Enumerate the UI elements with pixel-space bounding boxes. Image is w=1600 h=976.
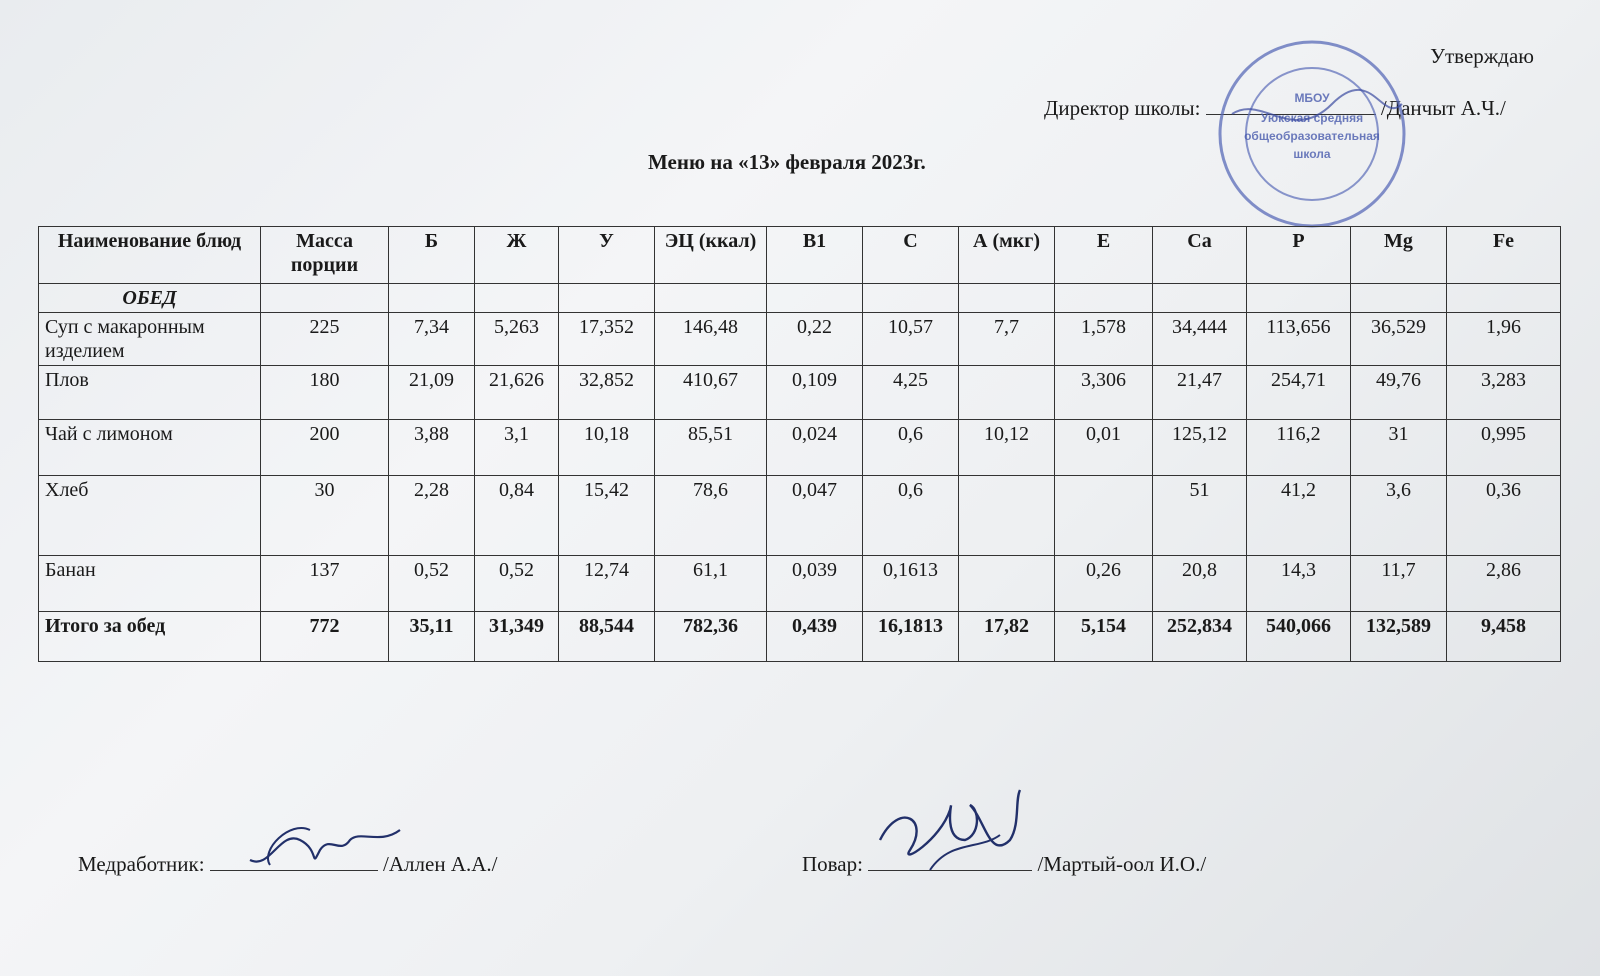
value-cell [959,476,1055,556]
col-header: Fe [1447,227,1561,284]
total-value: 132,589 [1351,612,1447,662]
dish-name-cell: Чай с лимоном [39,420,261,476]
value-cell: 113,656 [1247,313,1351,366]
table-row [39,366,1561,420]
value-cell: 3,1 [475,420,559,476]
value-cell: 254,71 [1247,366,1351,420]
value-cell: 0,26 [1055,556,1153,612]
value-cell: 30 [261,476,389,556]
value-cell: 78,6 [655,476,767,556]
value-cell: 2,28 [389,476,475,556]
medic-name: /Аллен А.А./ [383,852,498,876]
table-header-row [39,227,1561,284]
cook-name: /Мартый-оол И.О./ [1037,852,1207,876]
dish-name-cell: Хлеб [39,476,261,556]
value-cell: 20,8 [1153,556,1247,612]
table-row [39,420,1561,476]
value-cell: 0,1613 [863,556,959,612]
value-cell: 116,2 [1247,420,1351,476]
total-value: 772 [261,612,389,662]
col-header: Наименование блюд [39,227,261,284]
value-cell: 410,67 [655,366,767,420]
value-cell: 146,48 [655,313,767,366]
total-value: 0,439 [767,612,863,662]
value-cell: 225 [261,313,389,366]
value-cell: 31 [1351,420,1447,476]
value-cell: 49,76 [1351,366,1447,420]
col-header: Масса порции [261,227,389,284]
total-value: 782,36 [655,612,767,662]
value-cell: 21,09 [389,366,475,420]
total-value: 252,834 [1153,612,1247,662]
medic-label: Медработник: [78,852,205,876]
value-cell: 0,22 [767,313,863,366]
menu-table [38,226,1561,662]
value-cell: 21,47 [1153,366,1247,420]
value-cell [959,366,1055,420]
total-value: 35,11 [389,612,475,662]
value-cell: 17,352 [559,313,655,366]
value-cell [1055,476,1153,556]
value-cell: 0,6 [863,420,959,476]
value-cell: 137 [261,556,389,612]
col-header: P [1247,227,1351,284]
value-cell: 0,6 [863,476,959,556]
medic-signature [240,810,410,880]
value-cell: 7,7 [959,313,1055,366]
cook-signature [870,780,1040,880]
approve-label: Утверждаю [1430,44,1534,68]
cook-label: Повар: [802,852,863,876]
value-cell: 0,36 [1447,476,1561,556]
svg-text:МБОУ: МБОУ [1294,91,1330,105]
value-cell: 51 [1153,476,1247,556]
total-value: 16,1813 [863,612,959,662]
value-cell: 0,024 [767,420,863,476]
value-cell: 0,01 [1055,420,1153,476]
col-header: ЭЦ (ккал) [655,227,767,284]
value-cell: 15,42 [559,476,655,556]
school-stamp [1212,34,1412,234]
value-cell: 0,995 [1447,420,1561,476]
svg-text:общеобразовательная: общеобразовательная [1244,129,1380,143]
value-cell: 0,039 [767,556,863,612]
value-cell: 21,626 [475,366,559,420]
dish-name-cell: Банан [39,556,261,612]
col-header: В1 [767,227,863,284]
director-name: /Данчыт А.Ч./ [1380,96,1506,120]
value-cell: 4,25 [863,366,959,420]
value-cell: 10,12 [959,420,1055,476]
value-cell: 3,88 [389,420,475,476]
value-cell: 85,51 [655,420,767,476]
value-cell: 0,109 [767,366,863,420]
value-cell: 61,1 [655,556,767,612]
table-row [39,476,1561,556]
total-value: 31,349 [475,612,559,662]
value-cell: 3,6 [1351,476,1447,556]
total-label: Итого за обед [39,612,261,662]
dish-name-cell: Суп с макаронным изделием [39,313,261,366]
col-header: Ж [475,227,559,284]
total-value: 5,154 [1055,612,1153,662]
value-cell: 14,3 [1247,556,1351,612]
value-cell: 180 [261,366,389,420]
director-label: Директор школы: [1044,96,1201,120]
col-header: Б [389,227,475,284]
value-cell: 10,18 [559,420,655,476]
value-cell: 1,96 [1447,313,1561,366]
value-cell: 41,2 [1247,476,1351,556]
col-header: С [863,227,959,284]
col-header: Mg [1351,227,1447,284]
value-cell: 32,852 [559,366,655,420]
svg-text:школа: школа [1293,147,1331,161]
value-cell: 12,74 [559,556,655,612]
value-cell: 7,34 [389,313,475,366]
value-cell: 10,57 [863,313,959,366]
value-cell: 0,047 [767,476,863,556]
col-header: У [559,227,655,284]
value-cell: 2,86 [1447,556,1561,612]
svg-text:Уюкская средняя: Уюкская средняя [1260,111,1364,125]
total-value: 9,458 [1447,612,1561,662]
col-header: А (мкг) [959,227,1055,284]
value-cell: 0,52 [389,556,475,612]
page-title: Меню на «13» февраля 2023г. [648,150,926,174]
value-cell: 0,52 [475,556,559,612]
value-cell: 11,7 [1351,556,1447,612]
table-row [39,313,1561,366]
section-label: ОБЕД [39,284,261,313]
total-value: 17,82 [959,612,1055,662]
total-row [39,612,1561,662]
col-header: Е [1055,227,1153,284]
value-cell: 1,578 [1055,313,1153,366]
value-cell [959,556,1055,612]
dish-name-cell: Плов [39,366,261,420]
total-value: 540,066 [1247,612,1351,662]
table-row [39,556,1561,612]
section-row [39,284,1561,313]
total-value: 88,544 [559,612,655,662]
value-cell: 36,529 [1351,313,1447,366]
value-cell: 34,444 [1153,313,1247,366]
value-cell: 0,84 [475,476,559,556]
value-cell: 5,263 [475,313,559,366]
value-cell: 3,306 [1055,366,1153,420]
value-cell: 3,283 [1447,366,1561,420]
col-header: Ca [1153,227,1247,284]
value-cell: 200 [261,420,389,476]
value-cell: 125,12 [1153,420,1247,476]
